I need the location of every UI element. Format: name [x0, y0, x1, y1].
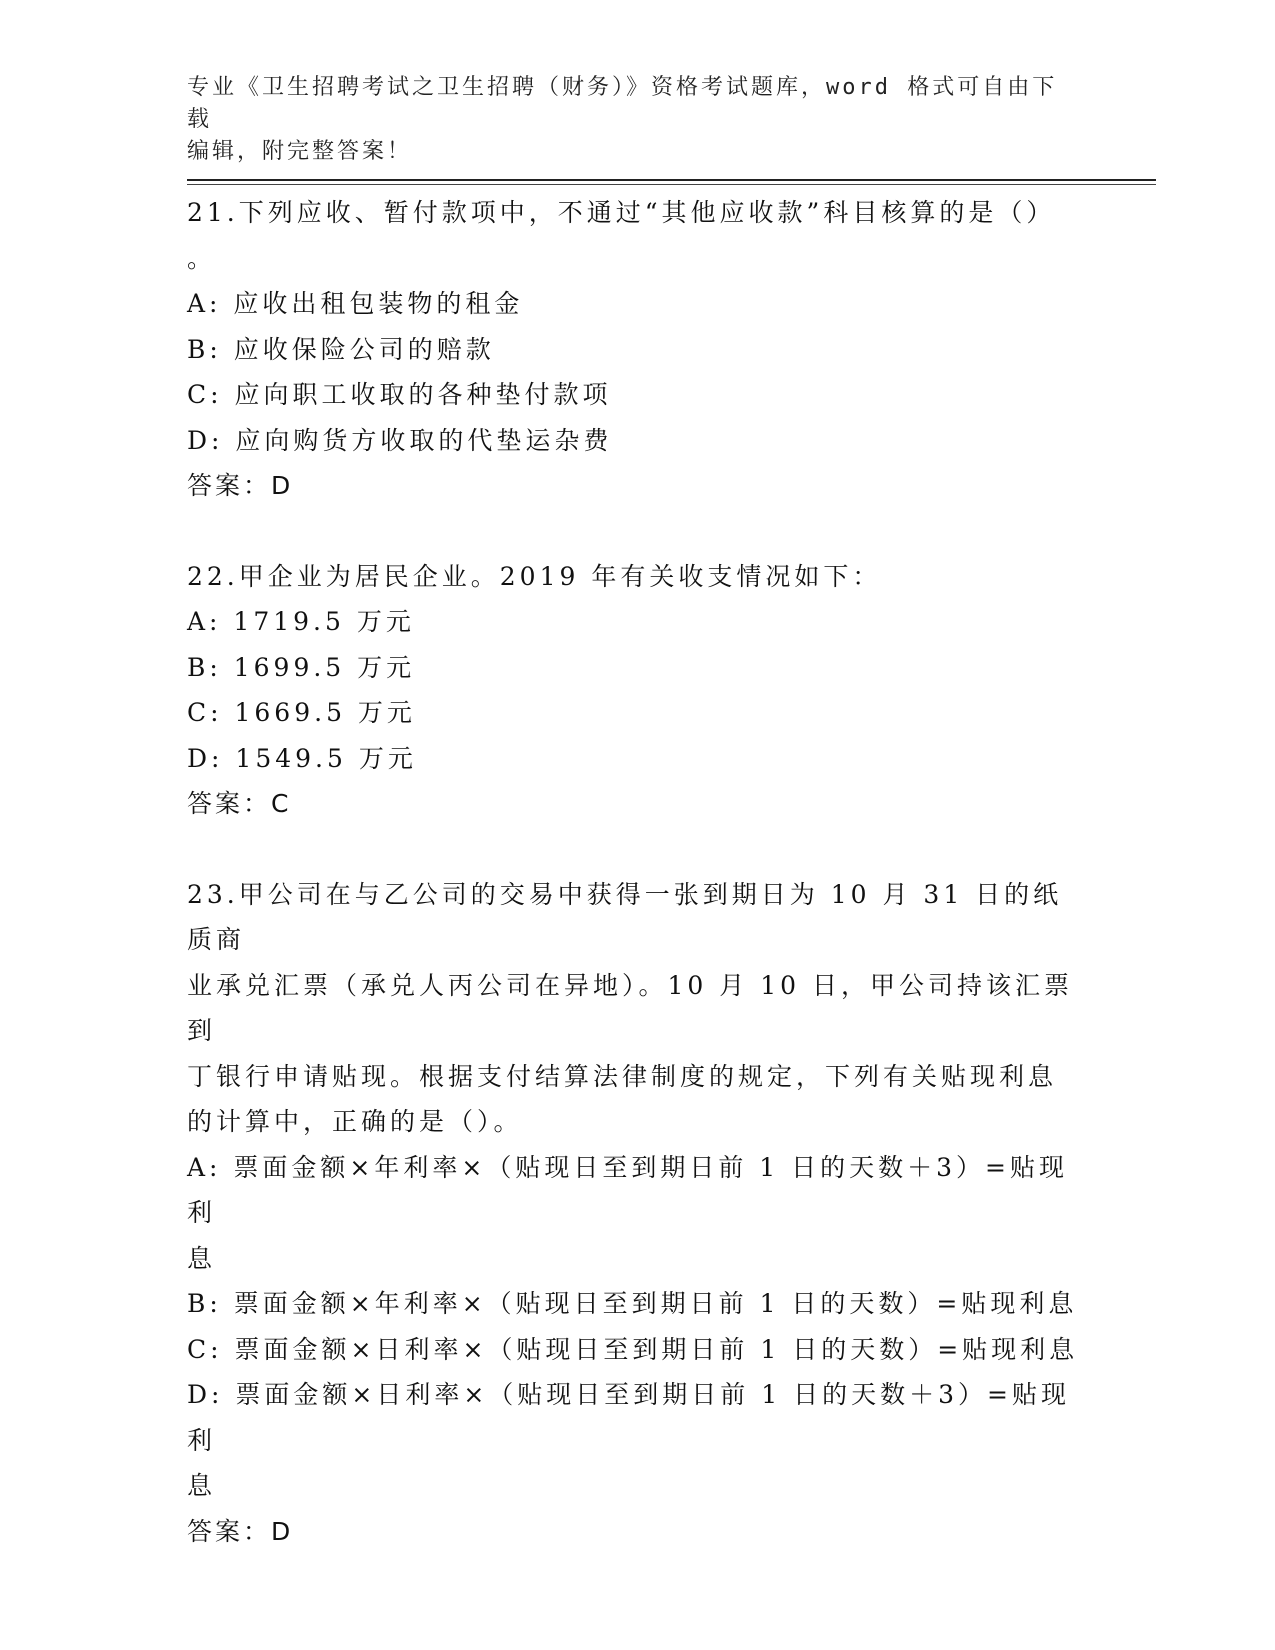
question-21: [187, 190, 1087, 509]
option-d: D: 票面金额×日利率×（贴现日至到期日前 1 日的天数＋3）=贴现利: [187, 1380, 1070, 1455]
spacer: [187, 827, 1087, 872]
option-c: C: 1669.5 万元: [187, 698, 416, 727]
question-stem: 21.下列应收、暂付款项中，不通过“其他应收款”科目核算的是（）: [187, 198, 1056, 227]
question-stem-continued: 的计算中，正确的是（）。: [187, 1107, 523, 1136]
intro-line-2: 编辑，附完整答案！: [187, 139, 413, 164]
question-stem: 23.甲公司在与乙公司的交易中获得一张到期日为 10 月 31 日的纸质商: [187, 879, 1063, 954]
question-stem-continued: 业承兑汇票（承兑人丙公司在异地）。10 月 10 日，甲公司持该汇票到: [187, 970, 1073, 1045]
document-intro: [187, 72, 1067, 168]
question-stem-continued: 。: [187, 243, 217, 273]
option-a: A: 1719.5 万元: [187, 607, 415, 636]
option-a: A: 票面金额×年利率×（贴现日至到期日前 1 日的天数＋3）=贴现利: [187, 1152, 1068, 1227]
option-b: B: 应收保险公司的赔款: [187, 334, 495, 364]
question-stem-continued: 丁银行申请贴现。根据支付结算法律制度的规定，下列有关贴现利息: [187, 1061, 1058, 1091]
option-a-continued: 息: [187, 1243, 217, 1273]
spacer: [187, 509, 1087, 554]
header-divider-thin: [187, 184, 1156, 185]
option-d-continued: 息: [187, 1471, 217, 1500]
option-b: B: 票面金额×年利率×（贴现日至到期日前 1 日的天数）=贴现利息: [187, 1289, 1078, 1318]
answer-label: 答案：D: [187, 1516, 294, 1546]
option-a: A: 应收出租包装物的租金: [187, 289, 524, 318]
option-b: B: 1699.5 万元: [187, 652, 416, 682]
question-23: [187, 872, 1087, 1555]
answer-label: 答案：C: [187, 789, 292, 818]
question-22: [187, 554, 1087, 827]
question-list: [187, 190, 1087, 1554]
option-d: D: 1549.5 万元: [187, 743, 417, 773]
option-c: C: 应向职工收取的各种垫付款项: [187, 380, 612, 409]
answer-label: 答案：D: [187, 471, 294, 500]
header-divider-thick: [187, 179, 1156, 181]
question-stem: 22.甲企业为居民企业。2019 年有关收支情况如下：: [187, 561, 882, 591]
option-c: C: 票面金额×日利率×（贴现日至到期日前 1 日的天数）=贴现利息: [187, 1334, 1079, 1364]
intro-line-1: 专业《卫生招聘考试之卫生招聘（财务）》资格考试题库，word 格式可自由下载: [187, 75, 1058, 132]
option-d: D: 应向购货方收取的代垫运杂费: [187, 425, 613, 455]
